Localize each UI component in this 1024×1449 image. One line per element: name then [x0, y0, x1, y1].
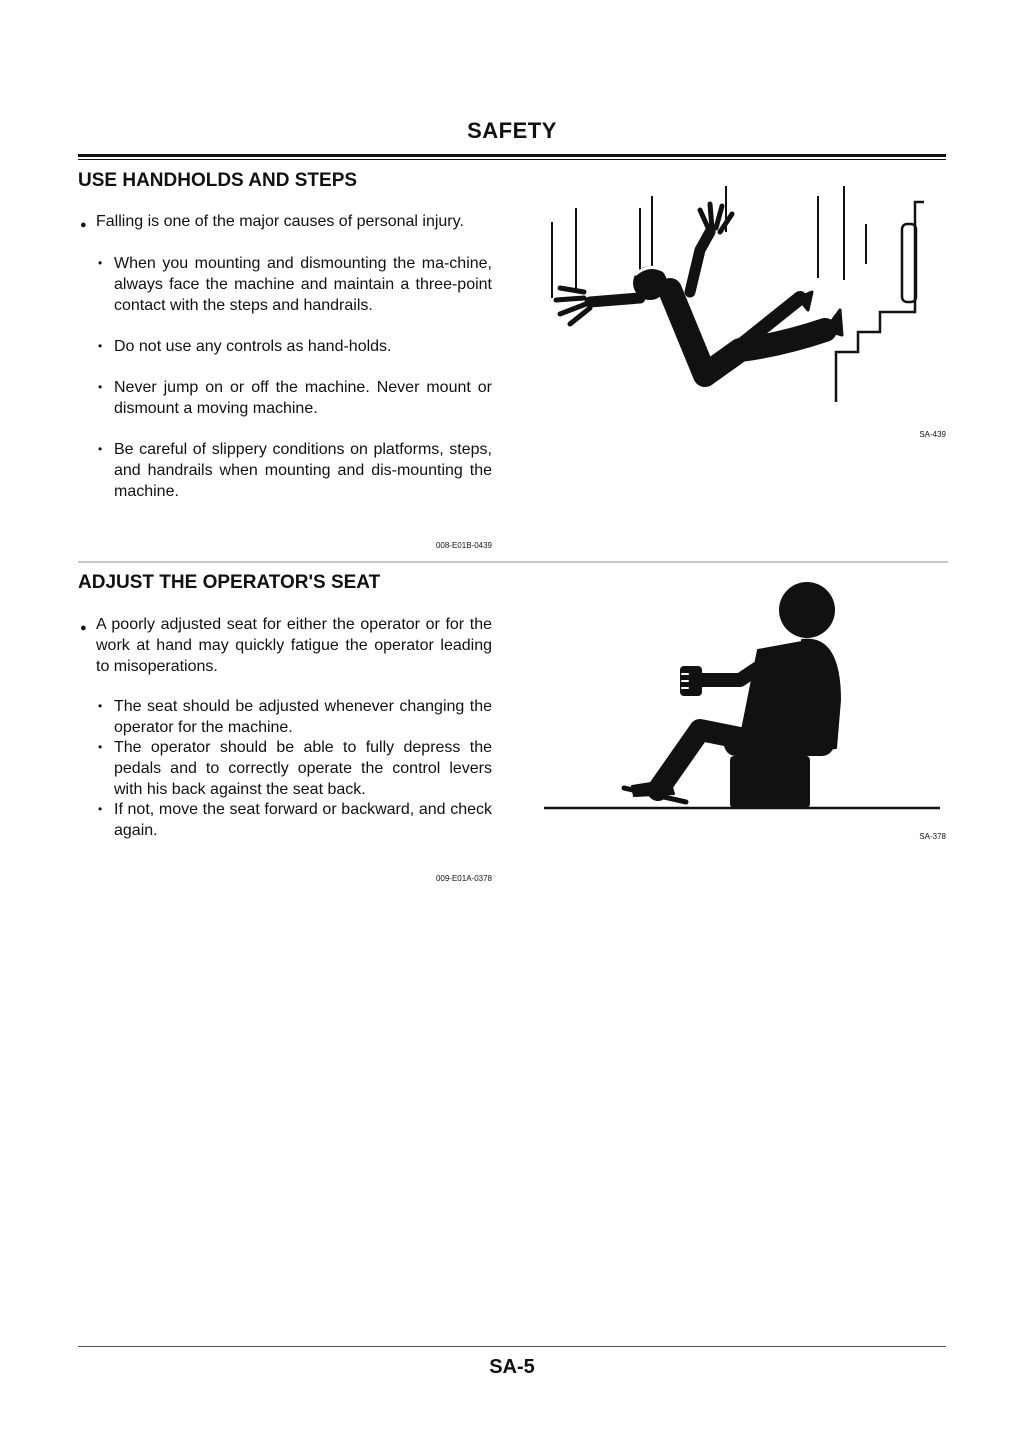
- sub-bullet-dot: •: [98, 442, 103, 456]
- sub-bullet-item: [98, 378, 492, 420]
- sub-bullet-text: The seat should be adjusted whenever changing the operator for the machine.: [114, 698, 492, 736]
- section-heading-handholds: USE HANDHOLDS AND STEPS: [78, 170, 358, 191]
- sub-bullet-dot: •: [98, 802, 103, 816]
- sub-bullet-item: [98, 697, 492, 739]
- sub-bullet-text: If not, move the seat forward or backward, and check again.: [114, 801, 492, 839]
- sub-bullet-item: [98, 440, 492, 502]
- header-rule-thin: [78, 159, 946, 160]
- figure-code: SA-378: [919, 832, 946, 841]
- sub-bullet-text: The operator should be able to fully depress the pedals and to correctly operate the control levers with his back against the seat back.: [114, 739, 492, 798]
- header-rule-thick: [78, 154, 946, 157]
- page-title: SAFETY: [467, 118, 557, 143]
- section-heading-seat: ADJUST THE OPERATOR'S SEAT: [78, 572, 381, 593]
- doc-code: 008-E01B-0439: [435, 541, 492, 550]
- sub-bullet-dot: •: [98, 339, 103, 353]
- sub-bullet-dot: •: [98, 380, 103, 394]
- page-number: SA-5: [489, 1356, 535, 1378]
- main-bullet-falling: [80, 212, 492, 233]
- sub-bullet-item: [98, 800, 492, 842]
- sub-bullet-item: [98, 337, 492, 358]
- main-bullet-text: Falling is one of the major causes of personal injury.: [96, 213, 464, 230]
- seated-operator-illustration: [540, 580, 950, 815]
- sub-bullet-dot: •: [98, 740, 103, 754]
- bullet-dot: ●: [80, 622, 87, 634]
- footer-rule: [78, 1346, 946, 1347]
- sub-bullet-text: Do not use any controls as hand-holds.: [114, 338, 392, 355]
- doc-code: 009-E01A-0378: [435, 874, 492, 883]
- sub-bullet-text: Never jump on or off the machine. Never mount or dismount a moving machine.: [114, 379, 492, 417]
- bullet-dot: ●: [80, 219, 87, 231]
- main-bullet-seat: [80, 615, 492, 677]
- sub-bullet-dot: •: [98, 699, 103, 713]
- sub-bullet-dot: •: [98, 256, 103, 270]
- main-bullet-text: A poorly adjusted seat for either the operator or for the work at hand may quickly fatigue the operator leading to misoperations.: [96, 616, 492, 675]
- sub-bullet-text: Be careful of slippery conditions on platforms, steps, and handrails when mounting and dis-mounting the machine.: [114, 441, 492, 500]
- falling-person-illustration: [540, 180, 950, 410]
- figure-code: SA-439: [919, 430, 946, 439]
- section-divider: [78, 561, 948, 563]
- sub-bullet-item: [98, 738, 492, 800]
- sub-bullet-item: [98, 254, 492, 316]
- sub-bullet-text: When you mounting and dismounting the ma-chine, always face the machine and maintain a three-point contact with the steps and handrails.: [114, 255, 492, 314]
